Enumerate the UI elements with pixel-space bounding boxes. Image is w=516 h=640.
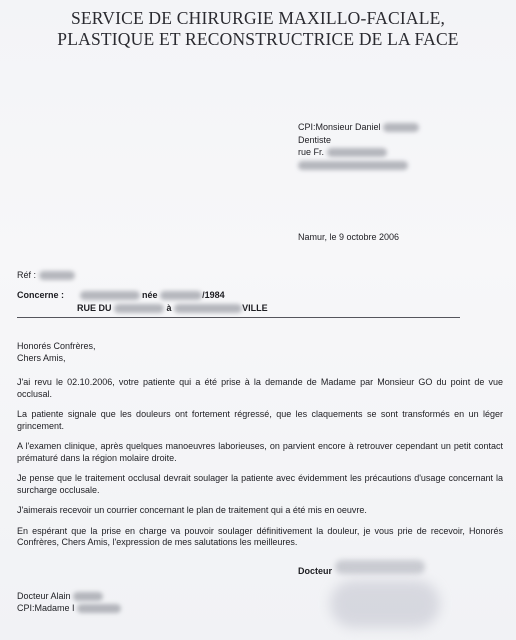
salutation — [17, 340, 96, 364]
redacted-reference — [39, 271, 75, 280]
footer-line-1: Docteur Alain — [17, 591, 71, 601]
subject-block — [17, 290, 457, 313]
recipient-address — [298, 121, 419, 171]
redacted-signature-name — [335, 560, 425, 574]
subject-ville: VILLE — [242, 303, 268, 314]
redacted-name — [383, 123, 419, 132]
salutation-line-1: Honorés Confrères, — [17, 341, 96, 351]
subject-street: RUE DU — [77, 303, 112, 314]
address-line-2: Dentiste — [298, 134, 332, 145]
paragraph: La patiente signale que les douleurs ont fortement régressé, que les claquements se sont transformés en un léger grincement. — [17, 409, 503, 431]
redacted-cc-name — [77, 604, 121, 613]
address-line-3: rue Fr. — [298, 147, 325, 157]
paragraph: En espérant que la prise en charge va pouvoir soulager définitivement la douleur, je vous prie de recevoir, Honorés Confrères, Chers Amis, l'expression de mes salutations les meilleures. — [17, 525, 503, 547]
salutation-line-2: Chers Amis, — [17, 353, 66, 363]
redacted-doctor-name — [73, 592, 103, 601]
paragraph: Je pense que le traitement occlusal devrait soulager la patiente avec évidemment les précautions d'usage concernant la surcharge occlusale. — [17, 473, 503, 495]
footer-line-2: CPI:Madame I — [17, 602, 75, 613]
signature-label: Docteur — [298, 566, 333, 576]
letterhead-line-2: PLASTIQUE ET RECONSTRUCTRICE DE LA FACE — [57, 29, 459, 49]
subject-year: /1984 — [202, 290, 225, 300]
redacted-street-name — [114, 304, 164, 313]
subject-a: à — [166, 303, 172, 314]
letterhead-line-1: SERVICE DE CHIRURGIE MAXILLO-FACIALE, — [70, 8, 446, 28]
redacted-birthdate — [160, 291, 202, 300]
redacted-town — [174, 304, 242, 313]
redacted-street — [327, 148, 387, 157]
letter-date: Namur, le 9 octobre 2006 — [298, 232, 400, 242]
reference-line — [17, 270, 75, 280]
paragraph: J'ai revu le 02.10.2006, votre patiente qui a été prise à la demande de Madame par Monsieur GO du point de vue occlusal. — [17, 377, 503, 399]
letter-body — [17, 377, 503, 558]
paragraph: A l'examen clinique, après quelques manoeuvres laborieuses, on parvient encore à retrouver cependant un petit contact prématuré dans la région molaire droite. — [17, 441, 503, 463]
subject-born: née — [142, 290, 158, 300]
subject-divider — [17, 317, 460, 318]
address-line-1: CPI:Monsieur Daniel — [298, 122, 381, 132]
redacted-stamp — [330, 580, 440, 628]
subject-label: Concerne : — [17, 290, 65, 300]
footer-block — [17, 591, 121, 614]
redacted-city — [298, 161, 408, 170]
paragraph: J'aimerais recevoir un courrier concernant le plan de traitement qui a été mis en oeuvre. — [17, 505, 367, 515]
redacted-patient-name — [80, 291, 140, 300]
reference-label: Réf : — [17, 270, 39, 280]
